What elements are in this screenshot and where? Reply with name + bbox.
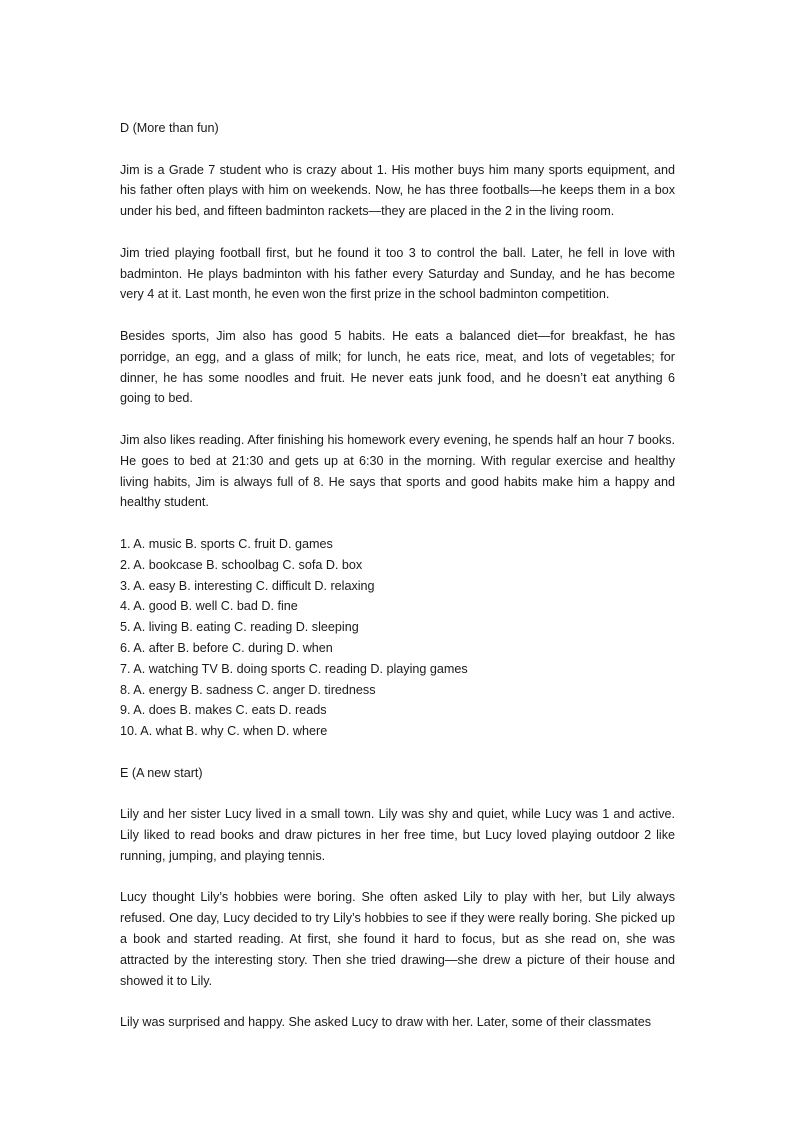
document-page [120, 118, 675, 1054]
option-line-2: 2. A. bookcase B. schoolbag C. sofa D. box [120, 557, 363, 572]
option-line-10: 10. A. what B. why C. when D. where [120, 724, 328, 739]
section-e-paragraph-2: Lucy thought Lily’s hobbies were boring. She often asked Lily to play with her, but Lily always refused. One day, Lucy decided to try Lily’s hobbies to see if they were really boring. She picked up a book and started reading. At first, she found it hard to focus, but as she read on, she was attracted by the interesting story. Then she tried drawing—she drew a picture of their house and showed it to Lily. [120, 890, 675, 988]
section-e-paragraph-1: Lily and her sister Lucy lived in a small town. Lily was shy and quiet, while Lucy was 1 and active. Lily liked to read books and draw pictures in her free time, but Lucy loved playing outdoor 2 like running, jumping, and playing tennis. [120, 807, 675, 863]
section-e-paragraph-3: Lily was surprised and happy. She asked Lucy to draw with her. Later, some of their classmates [120, 1015, 652, 1030]
section-d-paragraph-4: Jim also likes reading. After finishing his homework every evening, he spends half an hour 7 books. He goes to bed at 21:30 and gets up at 6:30 in the morning. With regular exercise and healthy living habits, Jim is always full of 8. He says that sports and good habits make him a happy and healthy student. [120, 432, 675, 510]
option-line-6: 6. A. after B. before C. during D. when [120, 640, 333, 655]
section-d-paragraph-3: Besides sports, Jim also has good 5 habits. He eats a balanced diet—for breakfast, he has porridge, an egg, and a glass of milk; for lunch, he eats rice, meat, and lots of vegetables; for dinner, he has some noodles and fruit. He never eats junk food, and he doesn’t eat anything 6 going to bed. [120, 328, 675, 406]
section-d-paragraph-1: Jim is a Grade 7 student who is crazy about 1. His mother buys him many sports equipment, and his father often plays with him on weekends. Now, he has three footballs—he keeps them in a box under his bed, and fifteen badminton rackets—they are placed in the 2 in the living room. [120, 162, 675, 219]
option-line-9: 9. A. does B. makes C. eats D. reads [120, 703, 327, 718]
option-line-7: 7. A. watching TV B. doing sports C. reading D. playing games [120, 661, 468, 676]
section-d-paragraph-2: Jim tried playing football first, but he found it too 3 to control the ball. Later, he fell in love with badminton. He plays badminton with his father every Saturday and Sunday, and he has become very 4 at it. Last month, he even won the first prize in the school badminton competition. [120, 245, 675, 302]
option-line-1: 1. A. music B. sports C. fruit D. games [120, 536, 333, 551]
section-d-heading: D (More than fun) [120, 121, 219, 135]
option-line-3: 3. A. easy B. interesting C. difficult D. relaxing [120, 578, 375, 593]
option-line-4: 4. A. good B. well C. bad D. fine [120, 599, 298, 614]
section-e-heading: E (A new start) [120, 765, 203, 780]
section-d-options-list [120, 534, 675, 742]
option-line-5: 5. A. living B. eating C. reading D. sleeping [120, 620, 359, 635]
option-line-8: 8. A. energy B. sadness C. anger D. tiredness [120, 682, 376, 697]
